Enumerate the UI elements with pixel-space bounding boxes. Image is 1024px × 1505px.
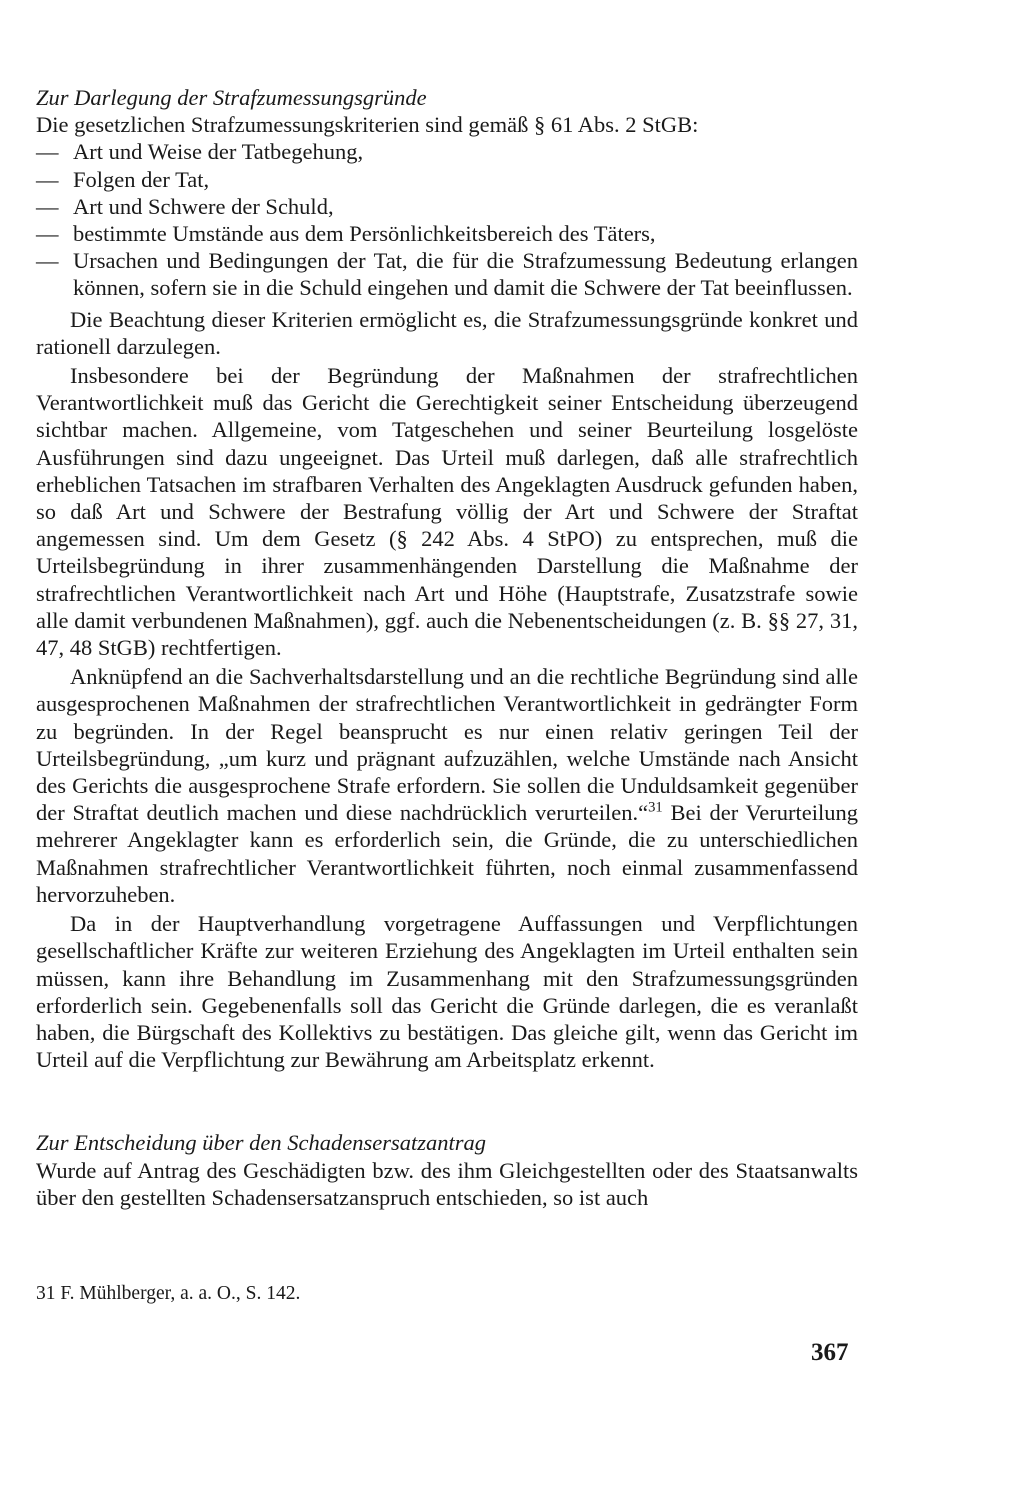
section-heading-sentencing-reasons: Zur Darlegung der Strafzumessungsgründe bbox=[36, 85, 427, 110]
body-text bbox=[36, 84, 858, 1211]
criteria-item: — Art und Weise der Tatbegehung, bbox=[36, 138, 858, 165]
paragraph-with-footnote bbox=[36, 663, 858, 908]
paragraph-text: Anknüpfend an die Sachverhaltsdarstellung und an die rechtliche Begründung sind alle ausgesprochenen Maßnahmen der strafrechtlichen Verantwortlichkeit in gedrängter Form zu begründen. In der Regel beansprucht es nur einen relativ geringen Teil der Urteilsbegründung, „um kurz und prägnant aufzuzählen, welche Umstände nach Ansicht des Gerichts die ausgesprochene Strafe erfordern. Sie sollen die Unduldsamkeit gegenüber der Straftat deutlich machen und diese nachdrücklich verurteilen.“ bbox=[36, 664, 858, 826]
criteria-item: — Folgen der Tat, bbox=[36, 166, 858, 193]
criteria-list bbox=[36, 138, 858, 301]
criteria-item: — bestimmte Umstände aus dem Persönlichkeitsbereich des Täters, bbox=[36, 220, 858, 247]
paragraph: Die Beachtung dieser Kriterien ermöglicht es, die Strafzumessungsgründe konkret und rationell darzulegen. bbox=[36, 306, 858, 359]
page-number: 367 bbox=[811, 1339, 849, 1366]
paragraph: Wurde auf Antrag des Geschädigten bzw. des ihm Gleichgestellten oder des Staatsanwalts über den gestellten Schadensersatzanspruch entschieden, so ist auch bbox=[36, 1157, 858, 1210]
section-heading-damages-claim: Zur Entscheidung über den Schadensersatzantrag bbox=[36, 1130, 486, 1156]
criteria-intro: Die gesetzlichen Strafzumessungskriterien sind gemäß § 61 Abs. 2 StGB: bbox=[36, 112, 699, 138]
paragraph: Da in der Hauptverhandlung vorgetragene Auffassungen und Verpflichtungen gesellschaftlicher Kräfte zur weiteren Erziehung des Angeklagten im Urteil enthalten sein müssen, kann ihre Behandlung im Zusammenhang mit den Strafzumessungsgründen erforderlich sein. Gegebenenfalls soll das Gericht die Gründe darlegen, die es veranlaßt haben, die Bürgschaft des Kollektivs zu bestätigen. Das gleiche gilt, wenn das Gericht im Urteil auf die Verpflichtung zur Bewährung am Arbeitsplatz erkennt. bbox=[36, 911, 858, 1073]
criteria-item: — Ursachen und Bedingungen der Tat, die für die Strafzumessung Bedeutung erlangen können, sofern sie in die Schuld eingehen und damit die Schwere der Tat beeinflussen. bbox=[36, 247, 858, 301]
footnote: 31 F. Mühlberger, a. a. O., S. 142. bbox=[36, 1283, 301, 1304]
paragraph-text: Bei der Verurteilung mehrerer Angeklagter kann es erforderlich sein, die Gründe, die zu unterschiedlichen Maßnahmen strafrechtlicher Verantwortlichkeit führten, noch einmal zusammenfassend hervorzuheben. bbox=[36, 800, 858, 907]
criteria-item: — Art und Schwere der Schuld, bbox=[36, 193, 858, 220]
paragraph: Insbesondere bei der Begründung der Maßnahmen der strafrechtlichen Verantwortlichkeit muß das Gericht die Gerechtigkeit seiner Entscheidung überzeugend sichtbar machen. Allgemeine, vom Tatgeschehen und seiner Beurteilung losgelöste Ausführungen sind dazu ungeeignet. Das Urteil muß darlegen, daß alle strafrechtlich erheblichen Tatsachen im strafbaren Verhalten des Angeklagten Ausdruck gefunden haben, so daß Art und Schwere der Bestrafung völlig der Art und Schwere der Straftat angemessen sind. Um dem Gesetz (§ 242 Abs. 4 StPO) zu entsprechen, muß die Urteilsbegründung in ihrer zusammenhängenden Darstellung die Maßnahme der strafrechtlichen Verantwortlichkeit nach Art und Höhe (Hauptstrafe, Zusatzstrafe sowie alle damit verbundenen Maßnahmen), ggf. auch die Nebenentscheidungen (z. B. §§ 27, 31, 47, 48 StGB) rechtfertigen. bbox=[36, 363, 858, 661]
footnote-reference: 31 bbox=[648, 799, 663, 816]
